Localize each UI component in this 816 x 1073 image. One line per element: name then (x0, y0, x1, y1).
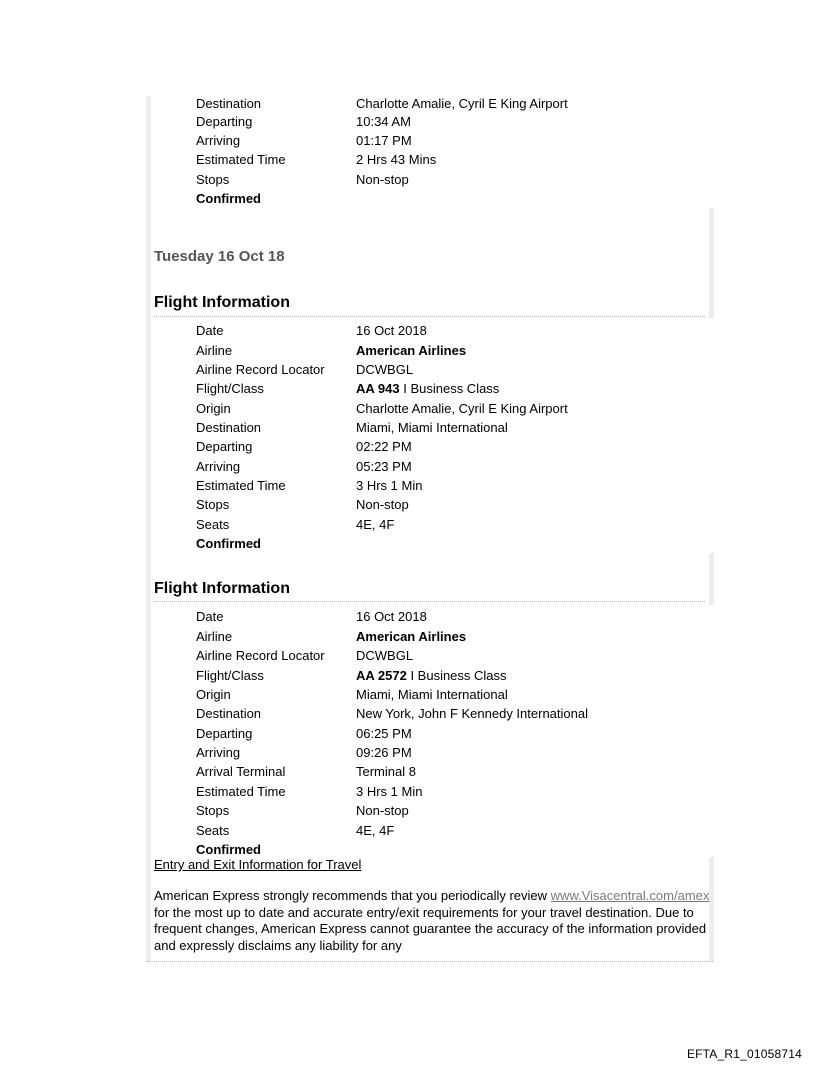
detail-value: New York, John F Kennedy International (356, 706, 588, 721)
paragraph-text: American Express strongly recommends that you periodically review (154, 888, 551, 903)
airline-name: American Airlines (356, 629, 467, 644)
detail-label: Destination (196, 96, 262, 111)
detail-label: Airline Record Locator (196, 648, 325, 663)
detail-value: 10:34 AM (356, 114, 411, 129)
flight-number: AA 943 (356, 381, 400, 396)
flight-number: AA 2572 (356, 668, 407, 683)
detail-label: Date (196, 323, 224, 338)
flight-class-value (356, 666, 507, 685)
detail-value: Charlotte Amalie, Cyril E King Airport (356, 96, 568, 111)
class-text: I Business Class (406, 668, 507, 683)
record-locator: DCWBGL (356, 648, 414, 663)
paragraph-text: for the most up to date and accurate entry/exit requirements for your travel destination. Due to frequent changes, American Express cannot guarantee the accuracy of the information provided and expressly disclaims any liability for any (154, 904, 707, 953)
flight-class-value (356, 379, 499, 398)
detail-label: Origin (196, 687, 231, 702)
right-dotted-border-2 (709, 553, 714, 605)
airline-name: American Airlines (356, 343, 467, 358)
detail-label: Destination (196, 420, 262, 435)
detail-label: Seats (196, 517, 230, 532)
detail-value: 16 Oct 2018 (356, 609, 427, 624)
detail-label: Date (196, 609, 224, 624)
detail-value: 3 Hrs 1 Min (356, 784, 423, 799)
detail-label: Destination (196, 706, 262, 721)
detail-value: 09:26 PM (356, 745, 412, 760)
detail-value: 02:22 PM (356, 439, 412, 454)
detail-label: Arriving (196, 133, 241, 148)
confirmed-status: Confirmed (196, 191, 261, 206)
detail-label: Flight/Class (196, 381, 264, 396)
detail-label: Departing (196, 439, 253, 454)
confirmed-status: Confirmed (196, 842, 261, 857)
detail-value: Terminal 8 (356, 764, 416, 779)
detail-value: 4E, 4F (356, 517, 395, 532)
detail-label: Airline Record Locator (196, 362, 325, 377)
class-text: I Business Class (399, 381, 500, 396)
detail-label: Departing (196, 726, 253, 741)
detail-value: Charlotte Amalie, Cyril E King Airport (356, 401, 568, 416)
detail-label: Arriving (196, 745, 241, 760)
detail-value: Non-stop (356, 803, 409, 818)
detail-label: Arriving (196, 459, 241, 474)
detail-value: 01:17 PM (356, 133, 412, 148)
detail-label: Origin (196, 401, 231, 416)
detail-label: Flight/Class (196, 668, 264, 683)
detail-value: 2 Hrs 43 Mins (356, 152, 437, 167)
section-title: Flight Information (154, 294, 290, 311)
detail-label: Estimated Time (196, 784, 286, 799)
visacentral-link[interactable]: www.Visacentral.com/amex (550, 888, 710, 903)
detail-label: Estimated Time (196, 478, 286, 493)
detail-label: Seats (196, 823, 230, 838)
confirmed-status: Confirmed (196, 536, 261, 551)
section-divider (154, 601, 706, 602)
detail-value: 16 Oct 2018 (356, 323, 427, 338)
detail-label: Airline (196, 629, 233, 644)
entry-exit-paragraph (154, 888, 714, 954)
detail-value: 4E, 4F (356, 823, 395, 838)
bottom-dotted-border (146, 961, 714, 962)
left-dotted-border (146, 96, 151, 962)
detail-label: Stops (196, 803, 230, 818)
detail-value: Miami, Miami International (356, 420, 508, 435)
right-dotted-border-1 (709, 208, 714, 318)
entry-exit-heading: Entry and Exit Information for Travel (154, 857, 362, 872)
section-title: Flight Information (154, 580, 290, 597)
detail-value: 05:23 PM (356, 459, 412, 474)
detail-value: 3 Hrs 1 Min (356, 478, 423, 493)
detail-label: Departing (196, 114, 253, 129)
detail-label: Stops (196, 497, 230, 512)
date-heading: Tuesday 16 Oct 18 (154, 248, 285, 265)
record-locator: DCWBGL (356, 362, 414, 377)
section-divider (154, 316, 706, 317)
detail-value: Miami, Miami International (356, 687, 508, 702)
detail-label: Estimated Time (196, 152, 286, 167)
document-id: EFTA_R1_01058714 (686, 1047, 802, 1061)
detail-value: Non-stop (356, 172, 409, 187)
detail-value: 06:25 PM (356, 726, 412, 741)
detail-label: Arrival Terminal (196, 764, 286, 779)
detail-label: Airline (196, 343, 233, 358)
detail-value: Non-stop (356, 497, 409, 512)
detail-label: Stops (196, 172, 230, 187)
